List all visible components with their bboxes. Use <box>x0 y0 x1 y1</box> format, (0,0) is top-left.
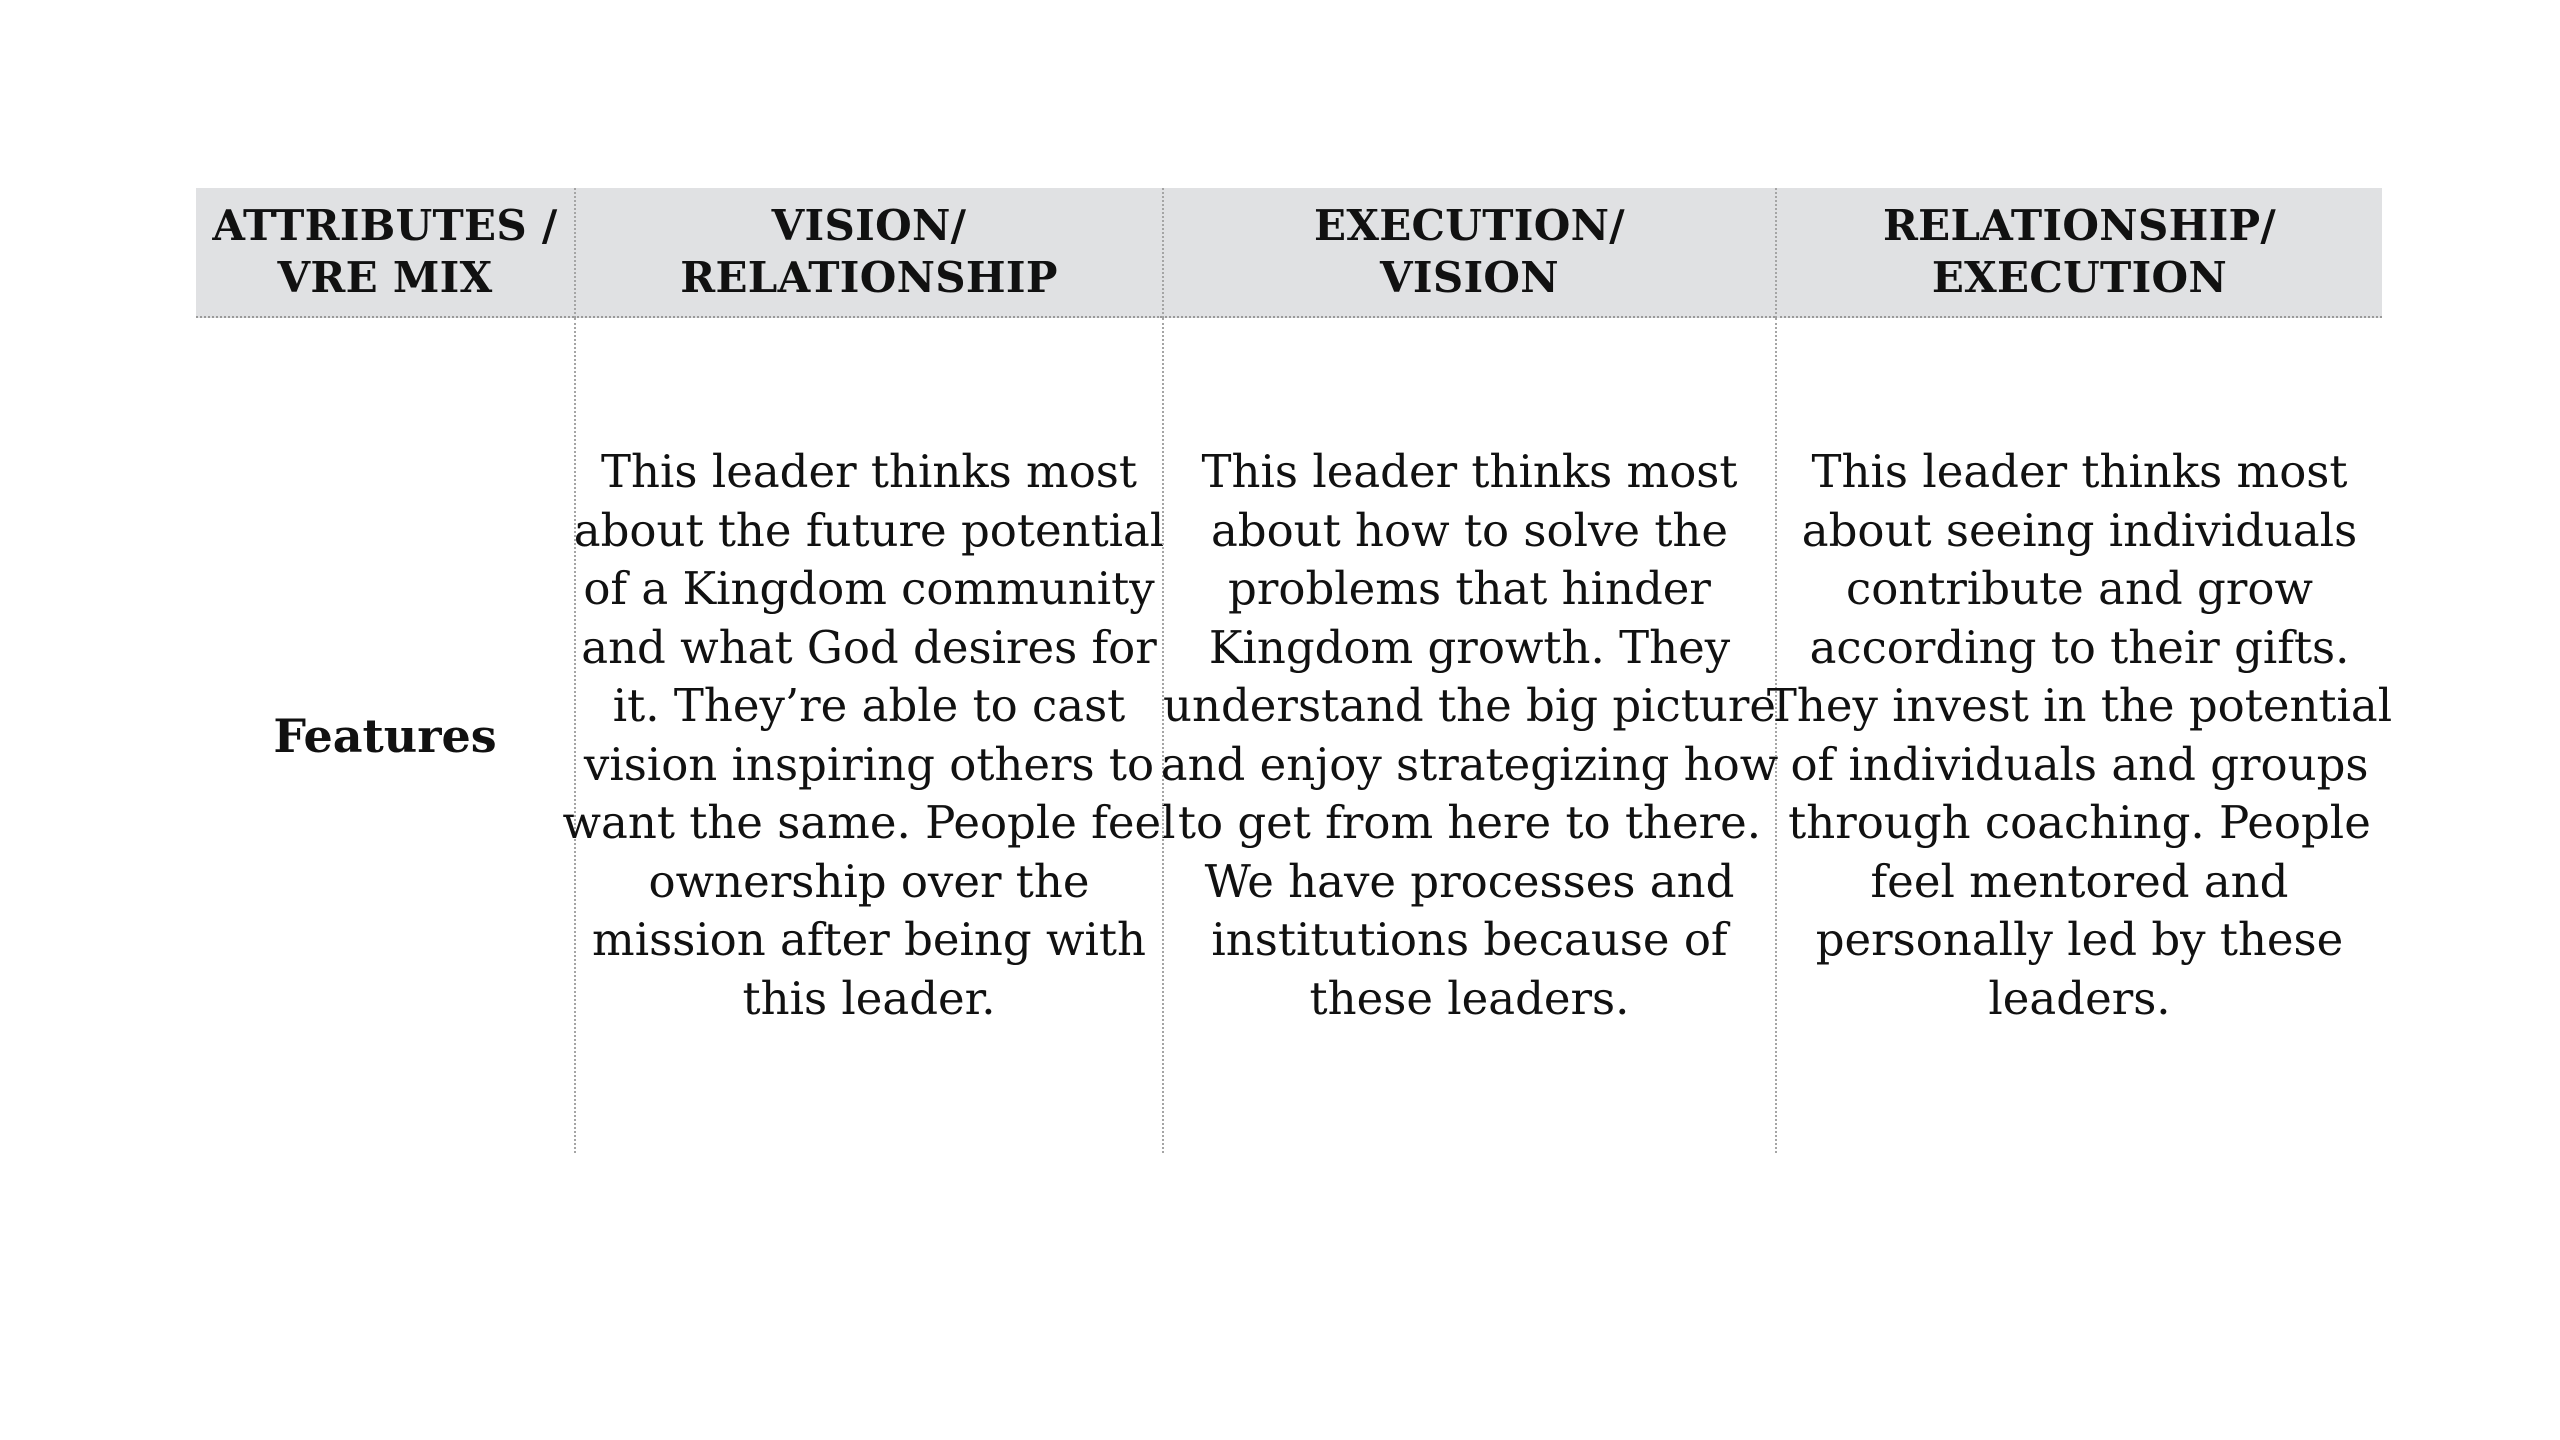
header-relationship-execution <box>1775 188 2382 318</box>
cell-line: leaders. <box>1988 971 2171 1025</box>
cell-line: according to their gifts. <box>1809 620 2350 674</box>
cell-line: about the future potential <box>573 503 1165 557</box>
cell-line: and enjoy strategizing how <box>1160 737 1779 791</box>
vre-mix-table <box>196 188 2393 1153</box>
cell-line: mission after being with <box>592 913 1146 966</box>
cell-line: problems that hinder <box>1228 562 1711 615</box>
header-line: RELATIONSHIP <box>680 253 1058 302</box>
cell-line: and what God desires for <box>581 620 1157 674</box>
cell-line: these leaders. <box>1309 971 1630 1025</box>
cell-line: to get from here to there. <box>1177 796 1762 849</box>
cell-line: This leader thinks most <box>601 445 1137 498</box>
cell-line: contribute and grow <box>1846 562 2313 615</box>
cell-line: want the same. People feel <box>562 796 1176 849</box>
cell-line: of a Kingdom community <box>583 562 1155 615</box>
cell-line: understand the big picture <box>1163 679 1776 732</box>
cell-line: it. They’re able to cast <box>612 679 1126 732</box>
header-line: ATTRIBUTES / <box>212 201 558 250</box>
header-line: VISION/ <box>771 201 967 250</box>
header-vision-relationship <box>574 188 1162 318</box>
cell-line: of individuals and groups <box>1790 737 2369 791</box>
header-execution-vision <box>1162 188 1775 318</box>
cell-line: personally led by these <box>1815 913 2344 966</box>
cell-line: They invest in the potential <box>1766 679 2393 732</box>
cell-line: this leader. <box>742 971 996 1025</box>
cell-line: We have processes and <box>1204 854 1735 908</box>
header-line: VRE MIX <box>277 253 493 302</box>
cell-line: about seeing individuals <box>1801 503 2358 557</box>
cell-line: ownership over the <box>648 854 1090 908</box>
cell-line: vision inspiring others to <box>583 737 1155 791</box>
header-attributes <box>196 188 574 318</box>
cell-line: feel mentored and <box>1870 854 2289 908</box>
features-vision-relationship <box>562 318 1176 1153</box>
cell-line: about how to solve the <box>1210 503 1729 557</box>
header-line: VISION <box>1379 253 1559 302</box>
features-relationship-execution <box>1766 318 2393 1153</box>
row-label-features: Features <box>273 708 497 763</box>
cell-line: This leader thinks most <box>1201 445 1738 498</box>
cell-line: Kingdom growth. They <box>1208 620 1731 674</box>
cell-line: This leader thinks most <box>1811 445 2348 498</box>
cell-line: through coaching. People <box>1788 796 2371 849</box>
cell-line: institutions because of <box>1211 913 1728 966</box>
header-line: RELATIONSHIP/ <box>1882 201 2277 250</box>
header-line: EXECUTION/ <box>1314 201 1625 250</box>
header-line: EXECUTION <box>1931 253 2228 302</box>
features-execution-vision <box>1160 318 1779 1153</box>
